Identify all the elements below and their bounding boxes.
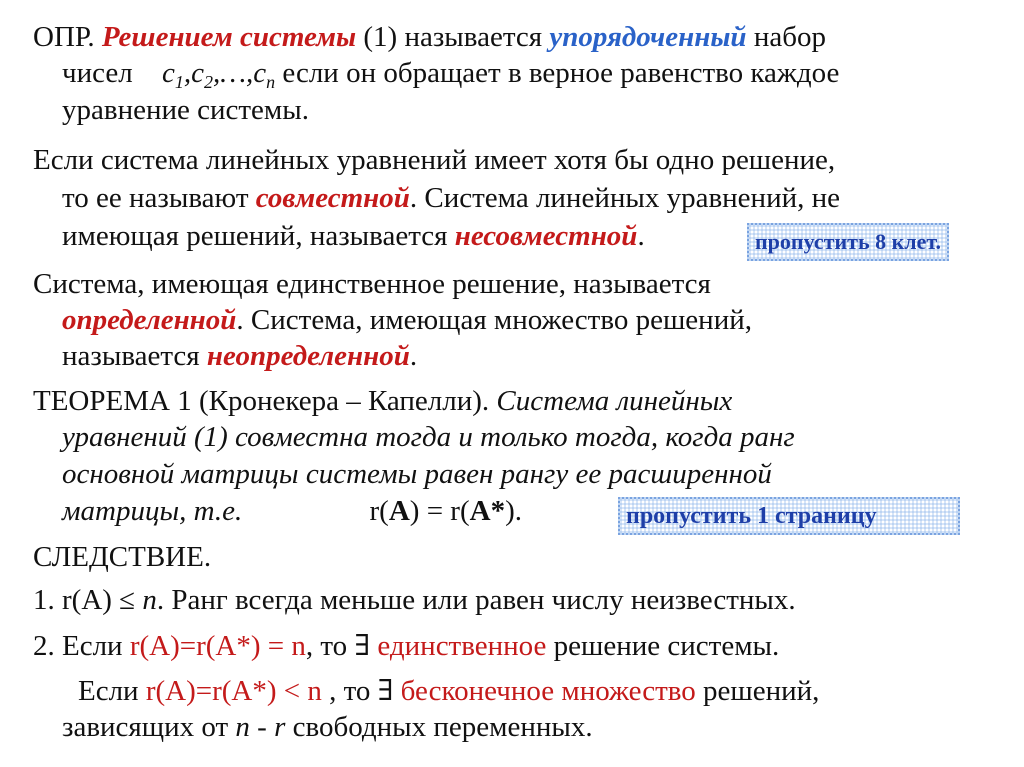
determ-text-1: Система, имеющая единственное решение, называется: [33, 268, 711, 300]
theorem-line-1: [33, 384, 732, 418]
determ-line-3: [62, 339, 417, 373]
theorem-line-3: [62, 457, 772, 491]
corollary-text-1: . Ранг всегда меньше или равен числу неизвестных.: [156, 584, 796, 616]
definition-line-3: [62, 93, 309, 127]
corollary-item-3-cont: [62, 710, 593, 744]
exists-text-2: , то ∃: [321, 675, 394, 707]
term-unique: единственное: [377, 630, 547, 662]
def-text-1: (1) называется: [363, 21, 543, 53]
corollary-item-1: [33, 583, 796, 617]
item-number-1: 1.: [33, 584, 55, 616]
var-n: n: [142, 584, 157, 616]
rank-condition-less: r(A)=r(A*) < n: [145, 675, 322, 707]
definition-line-1: [33, 20, 998, 54]
corollary-heading: СЛЕДСТВИЕ.: [33, 541, 212, 573]
rank-condition-equal: r(A)=r(A*) = n: [129, 630, 306, 662]
determ-text-4: .: [409, 340, 418, 372]
determ-text-3: называется: [62, 340, 200, 372]
theorem-line-4: [62, 494, 522, 528]
corollary-text-4: Если: [78, 675, 139, 707]
corollary-title: [33, 540, 211, 574]
free-var-count: n - r: [235, 711, 286, 743]
corollary-text-5: решений,: [703, 675, 820, 707]
term-determined: определенной: [62, 304, 237, 336]
term-solution: Решением системы: [101, 21, 357, 53]
def-text-3: чисел: [62, 57, 133, 89]
theorem-text-1: Система линейных: [496, 385, 733, 417]
numbers-sequence: $c_1,c_2,\dots,c_n$: [161, 57, 276, 92]
compat-text-5: .: [637, 220, 645, 252]
theorem-title: ТЕОРЕМА 1 (Кронекера – Капелли).: [33, 385, 490, 417]
corollary-text-2: Если: [62, 630, 123, 662]
determ-line-2: [62, 303, 752, 337]
item-number-2: 2.: [33, 630, 55, 662]
term-consistent: совместной: [255, 182, 410, 214]
def-text-2: набор: [753, 21, 826, 53]
def-text-4: если он обращает в верное равенство каждое: [282, 57, 840, 89]
theorem-text-2: уравнений (1) совместна тогда и только тогда, когда ранг: [62, 421, 795, 453]
corollary-text-7: свободных переменных.: [292, 711, 593, 743]
compat-text-2: то ее называют: [62, 182, 249, 214]
definition-line-2: [62, 56, 839, 90]
rank-equation: r(A) = r(A*).: [369, 495, 522, 527]
def-text-5: уравнение системы.: [62, 94, 310, 126]
compat-text-1: Если система линейных уравнений имеет хотя бы одно решение,: [33, 144, 836, 176]
term-ordered: упорядоченный: [549, 21, 747, 53]
corollary-item-3: [62, 674, 998, 708]
term-infinite-set: бесконечное множество: [400, 675, 696, 707]
compat-text-3: . Система линейных уравнений, не: [409, 182, 841, 214]
determ-line-1: [33, 267, 711, 301]
corollary-text-6: зависящих от: [62, 711, 229, 743]
def-label: ОПР.: [33, 21, 95, 53]
compat-line-3: [62, 219, 645, 253]
corollary-text-3: решение системы.: [553, 630, 780, 662]
compat-text-4: имеющая решений, называется: [62, 220, 448, 252]
compat-line-2: [62, 181, 840, 215]
compat-line-1: [33, 143, 835, 177]
theorem-text-3: основной матрицы системы равен рангу ее расширенной: [62, 458, 772, 490]
theorem-text-4: матрицы, т.е.: [62, 495, 243, 527]
term-undetermined: неопределенной: [206, 340, 410, 372]
determ-text-2: . Система, имеющая множество решений,: [236, 304, 752, 336]
skip-1-page-button[interactable]: пропустить 1 страницу: [618, 497, 960, 535]
rank-inequality: r(A) ≤: [62, 584, 136, 616]
theorem-line-2: [62, 420, 795, 454]
skip-8-cells-button[interactable]: пропустить 8 клет.: [747, 223, 949, 261]
term-inconsistent: несовместной: [454, 220, 638, 252]
corollary-item-2: [33, 629, 779, 663]
exists-text-1: , то ∃: [305, 630, 371, 662]
